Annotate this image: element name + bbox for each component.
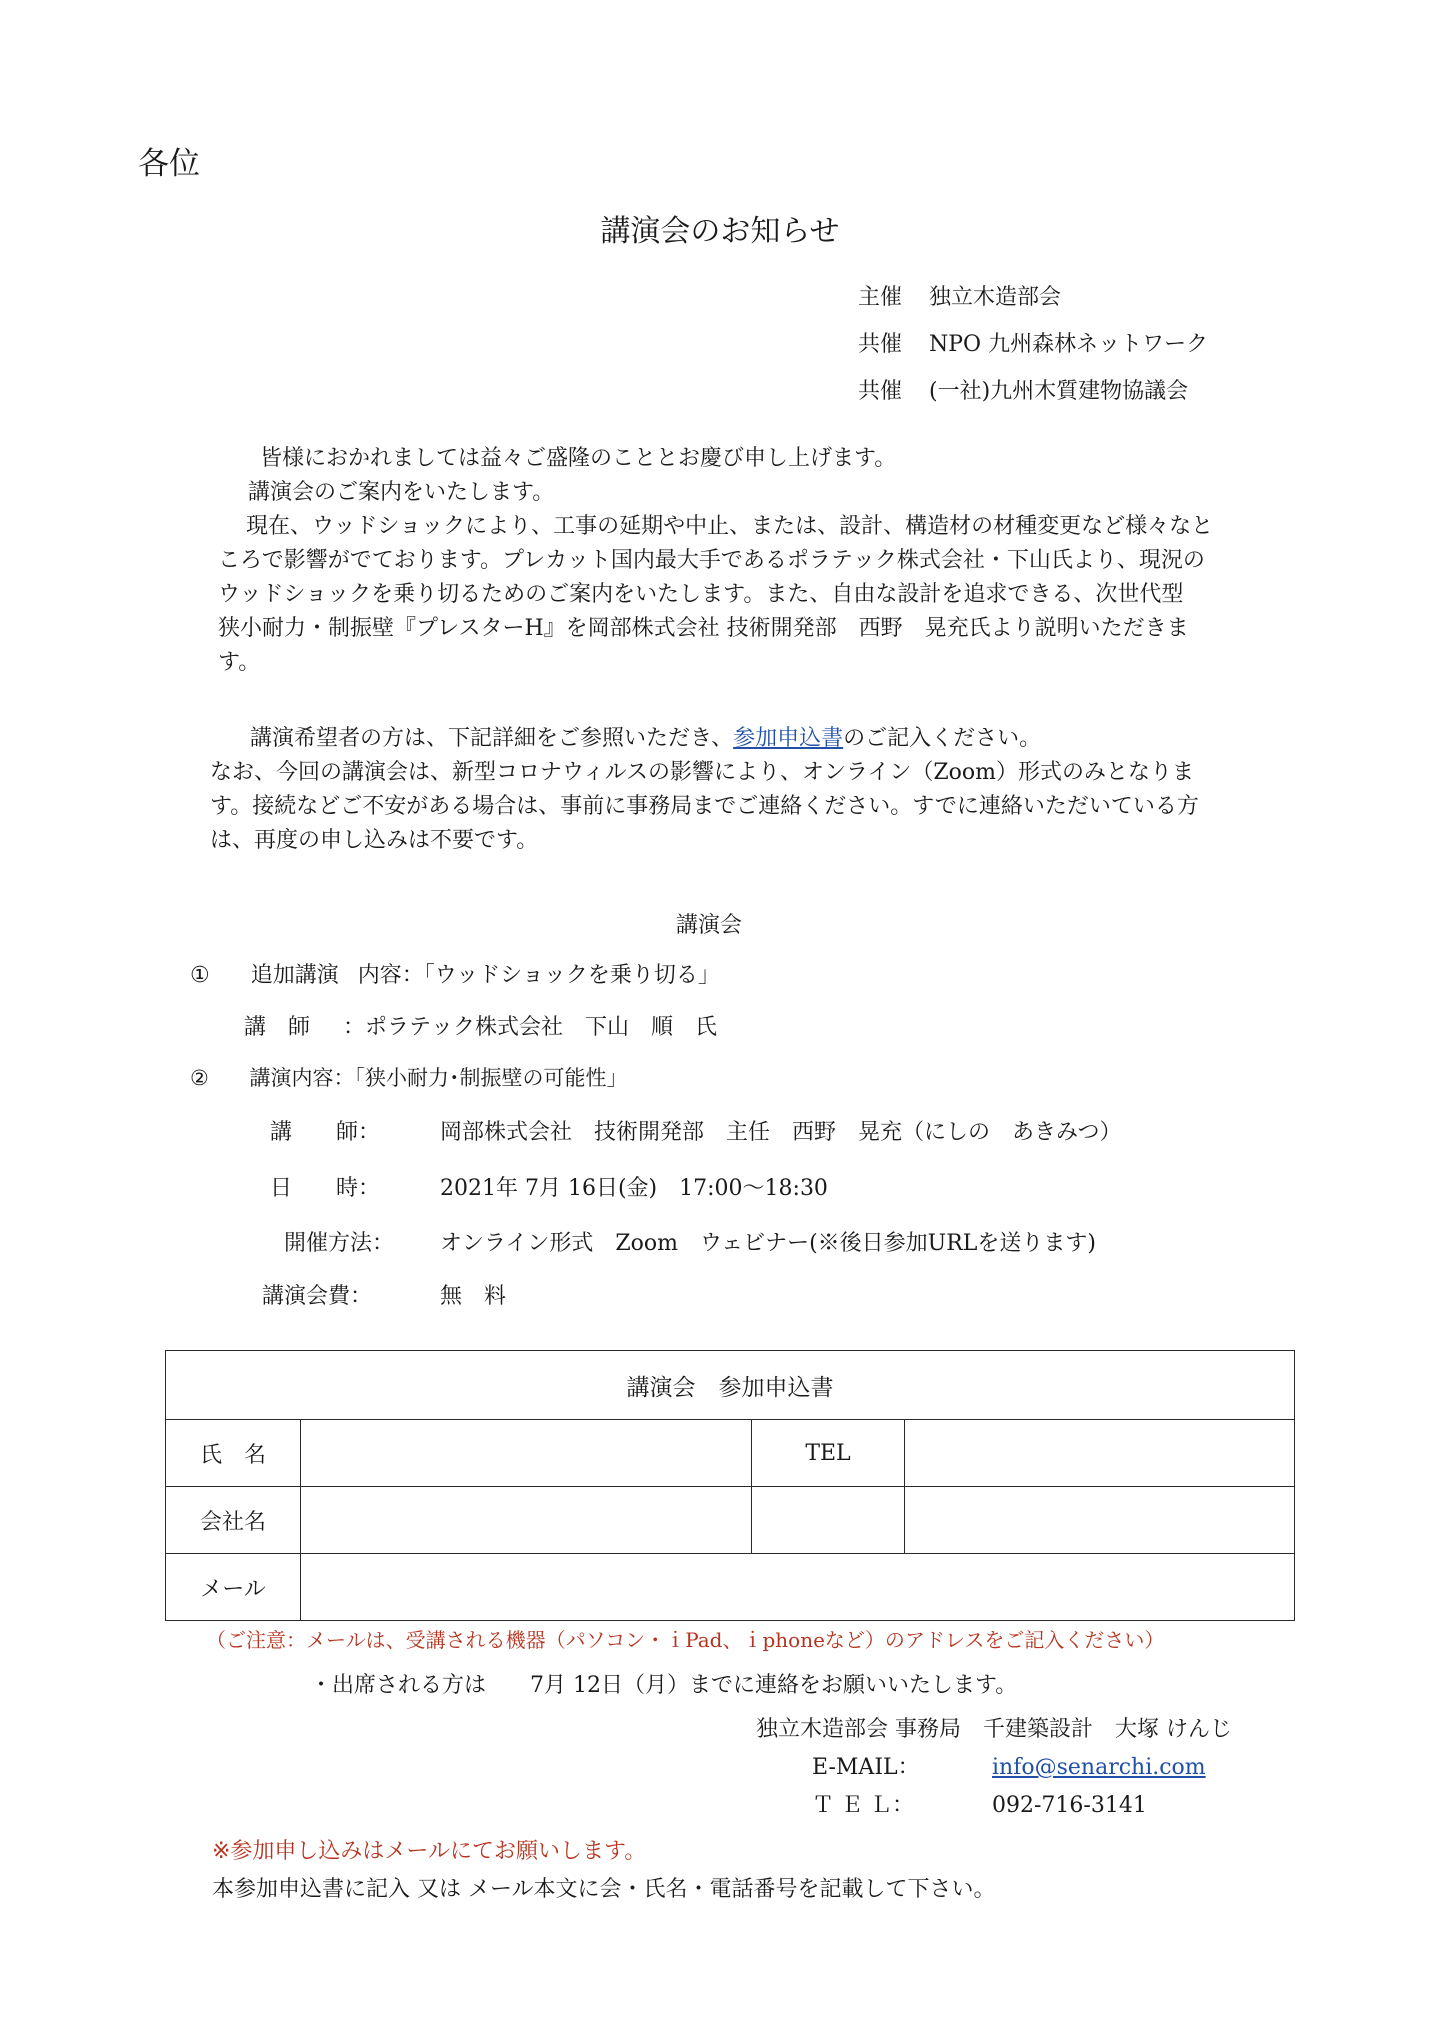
company-label: 会社名 [166,1487,301,1554]
lecture-item-2 [190,1062,628,1092]
organizer-role: 共催 [858,379,903,404]
form-title: 講演会 参加申込書 [166,1351,1295,1420]
footer-notice: ※参加申し込みはメールにてお願いします。 [212,1839,647,1864]
apply-lead-end: のご記入ください。 [843,726,1042,751]
lecture-1-speaker [244,1010,717,1041]
method-value: オンライン形式 Zoom ウェビナー(※後日参加URLを送ります) [440,1231,1096,1256]
intro-section [218,442,1218,680]
contact-tel [812,1788,1147,1819]
online-note: なお、今回の講演会は、新型コロナウィルスの影響により、オンライン（Zoom）形式のみとなります。接続などご不安がある場合は、事前に事務局までご連絡ください。すでに連絡いただいている方は、再度の申し込みは不要です。 [210,760,1199,853]
contact-email [812,1750,1206,1781]
organizer-host [858,280,1061,311]
deadline-note: ・出席される方は 7月 12日（月）までに連絡をお願いいたします。 [310,1673,1018,1698]
item-number: ② [190,1066,209,1090]
item-number: ① [190,963,210,988]
item-content: 内容：「ウッドショックを乗り切る」 [357,963,720,988]
mail-field[interactable] [301,1554,1295,1621]
item-content: 講演内容：「狭小耐力･制振壁の可能性」 [249,1066,628,1090]
announcement: 講演会のご案内をいたします。 [248,480,555,505]
page-title: 講演会のお知らせ [600,214,840,249]
lecture-2-fee [262,1279,506,1310]
company-field[interactable] [301,1487,752,1554]
method-label: 開催方法： [284,1231,395,1256]
addressee: 各位 [138,146,200,182]
tel-field[interactable] [905,1420,1295,1487]
footer-instruction: 本参加申込書に記入 又は メール本文に会・氏名・電話番号を記載して下さい。 [212,1877,996,1902]
organizer-role: 主催 [858,285,903,310]
contact-office: 独立木造部会 事務局 千建築設計 大塚 けんじ [756,1717,1232,1742]
name-label: 氏 名 [166,1420,301,1487]
organizer-role: 共催 [858,332,903,357]
intro-body: 現在、ウッドショックにより、工事の延期や中止、または、設計、構造材の材種変更など様々なところで影響がでております。プレカット国内最大手であるポラテック株式会社・下山氏より、現況のウッドショックを乗り切るためのご案内をいたします。また、自由な設計を追求できる、次世代型 狭小耐力・制振壁『プレスターH』を岡部株式会社 技術開発部 西野 晃充氏より説明いただきます。 [218,514,1214,675]
date-value: 2021年 7月 16日(金) 17:00〜18:30 [440,1176,828,1201]
speaker-name: ：ポラテック株式会社 下山 順 氏 [343,1015,718,1040]
greeting: 皆様におかれましては益々ご盛隆のこととお慶び申し上げます。 [260,446,897,471]
application-form [165,1350,1295,1621]
organizer-name: NPO 九州森林ネットワーク [929,332,1209,357]
speaker-label: 講 師 [244,1015,311,1040]
tel-value: 092-716-3141 [992,1793,1147,1818]
application-form-link[interactable]: 参加申込書 [733,726,844,751]
company-extra-field[interactable] [752,1487,905,1554]
lecture-2-method [284,1226,1096,1257]
organizer-name: 独立木造部会 [929,285,1062,310]
tel-label: TEL [752,1420,905,1487]
apply-lead [210,722,1220,756]
tel-label: Ｔ Ｅ Ｌ： [812,1793,914,1818]
date-label: 日 時： [270,1176,381,1201]
speaker-label: 講 師： [270,1120,381,1145]
organizer-name: (一社)九州木質建物協議会 [929,379,1189,404]
lecture-item-1 [190,958,720,989]
email-link[interactable]: info@senarchi.com [992,1755,1206,1780]
apply-lead-text: 講演希望者の方は、下記詳細をご参照いただき、 [250,726,734,751]
company-extra-field-2[interactable] [905,1487,1295,1554]
email-caution: （ご注意：メールは、受講される機器（パソコン・ｉPad、ｉphoneなど）のアドレスをご記入ください） [206,1628,1165,1652]
lecture-2-date [270,1171,828,1202]
speaker-name: 岡部株式会社 技術開発部 主任 西野 晃充（にしの あきみつ） [440,1120,1122,1145]
item-title: 追加講演 [250,963,339,988]
email-label: E-MAIL： [812,1755,920,1780]
organizer-cohost-2 [858,374,1188,405]
mail-label: メール [166,1554,301,1621]
fee-value: 無 料 [440,1284,507,1309]
organizer-cohost-1 [858,327,1208,358]
fee-label: 講演会費： [262,1284,373,1309]
apply-section [210,722,1220,858]
name-field[interactable] [301,1420,752,1487]
lecture-heading: 講演会 [676,913,743,938]
lecture-2-speaker [270,1115,1122,1146]
